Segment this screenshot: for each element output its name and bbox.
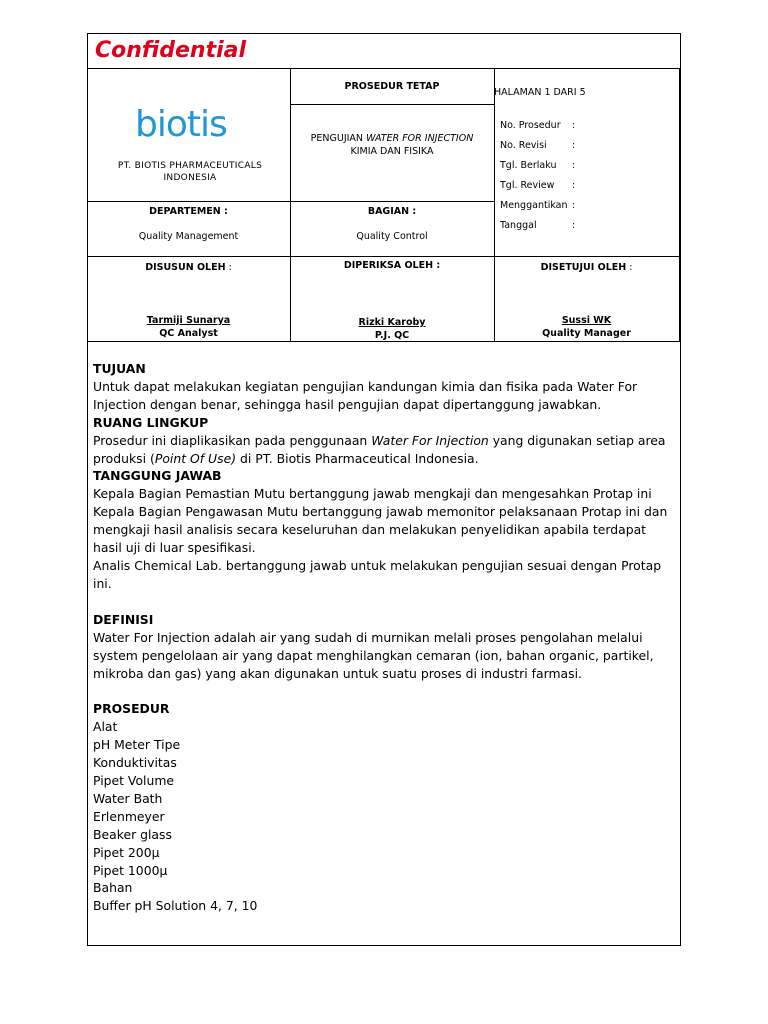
meta-label: No. Prosedur [500,120,561,131]
bagian-label: BAGIAN : [367,206,417,217]
row-divider-1 [87,201,495,202]
diperiksa-label: DIPERIKSA OLEH : [343,260,441,271]
disetujui-heading [494,261,679,274]
company-line-1: PT. BIOTIS PHARMACEUTICALS [117,161,263,171]
ruang-text [93,432,678,468]
title-divider [290,104,494,105]
meta-label: Tanggal [500,220,537,231]
disusun-role: QC Analyst [159,328,218,339]
list-item: Beaker glass [93,826,172,842]
row-divider-2 [87,256,681,257]
meta-row [500,139,675,159]
disusun-colon: : [225,262,232,273]
procedure-meta [500,119,675,239]
meta-label: Tgl. Berlaku [500,160,557,171]
confidential-label: Confidential [95,38,247,63]
departemen-value: Quality Management [138,231,239,242]
meta-colon: : [572,140,576,151]
disusun-name: Tarmiji Sunarya [146,315,231,326]
list-item: Pipet 200µ [93,844,160,860]
meta-label: Tgl. Review [500,180,555,191]
ruang-text-d: Point Of Use) [154,450,237,466]
column-divider-2 [494,68,495,341]
meta-colon: : [572,160,576,171]
ruang-text-a: Prosedur ini diaplikasikan pada penggunaan [93,432,372,448]
meta-colon: : [572,200,576,211]
meta-label: Menggantikan [500,200,568,211]
procedure-title [290,132,494,158]
disetujui-name: Sussi WK [561,315,612,326]
ruang-text-b: Water For Injection [371,432,489,448]
definisi-heading: DEFINISI [93,611,154,627]
meta-colon: : [572,220,576,231]
meta-row [500,219,675,239]
list-item: Erlenmeyer [93,808,165,824]
departemen-label: DEPARTEMEN : [149,206,228,217]
disetujui-colon: : [626,262,633,273]
list-item: Buffer pH Solution 4, 7, 10 [93,898,258,914]
ruang-text-c: yang digunakan setiap area produksi ( [93,432,666,466]
logo-text: biotis [135,104,227,144]
disusun-heading [87,261,290,274]
list-item: pH Meter Tipe [93,737,181,753]
list-item: Konduktivitas [93,755,177,771]
list-item: Water Bath [93,790,163,806]
list-item: Bahan [93,880,133,896]
diperiksa-name: Rizki Karoby [358,317,426,328]
title-line-2: KIMIA DAN FISIKA [350,146,434,157]
meta-row [500,199,675,219]
tanggung-text-1: Kepala Bagian Pemastian Mutu bertanggung jawab mengkaji dan mengesahkan Protap ini [93,486,652,502]
spacer [93,682,678,700]
title-italic: WATER FOR INJECTION [366,133,474,144]
list-item: Pipet 1000µ [93,862,168,878]
ruang-text-e: di PT. Biotis Pharmaceutical Indonesia. [236,450,479,466]
document-body [93,360,678,915]
list-item: Pipet Volume [93,773,175,789]
page-info: HALAMAN 1 DARI 5 [494,87,586,98]
tanggung-heading: TANGGUNG JAWAB [93,468,222,484]
bagian-value: Quality Control [356,231,428,242]
spacer [93,593,678,611]
definisi-text: Water For Injection adalah air yang sudah di murnikan melali proses pengolahan melalui system pengelolaan air yang dapat menghilangkan cemaran (ion, bahan organic, partikel, mikroba dan gas) yang akan digunakan untuk suatu proses di industri farmasi. [93,629,654,681]
meta-row [500,119,675,139]
column-divider-3 [679,68,680,341]
tujuan-heading: TUJUAN [93,361,146,376]
disusun-label: DISUSUN OLEH [145,262,226,273]
company-name [100,160,280,184]
prosedur-heading: PROSEDUR [93,701,170,717]
header-top-rule [87,68,681,69]
meta-colon: : [572,180,576,191]
meta-row [500,179,675,199]
meta-label: No. Revisi [500,140,547,151]
meta-row [500,159,675,179]
tanggung-text-3: Analis Chemical Lab. bertanggung jawab untuk melakukan pengujian sesuai dengan Protap ini. [93,557,662,591]
tujuan-text: Untuk dapat melakukan kegiatan pengujian kandungan kimia dan fisika pada Water For Injection dengan benar, sehingga hasil pengujian dapat dipertanggung jawabkan. [93,378,638,412]
meta-colon: : [572,120,576,131]
company-line-2: INDONESIA [163,173,217,183]
doc-type: PROSEDUR TETAP [344,81,440,92]
title-prefix: PENGUJIAN [310,133,367,144]
ruang-heading: RUANG LINGKUP [93,414,209,430]
disetujui-label: DISETUJUI OLEH [540,262,627,273]
list-item: Alat [93,719,118,735]
biotis-logo [135,104,245,144]
diperiksa-role: P.J. QC [374,330,410,341]
disetujui-role: Quality Manager [542,328,631,339]
tanggung-text-2: Kepala Bagian Pengawasan Mutu bertanggung jawab memonitor pelaksanaan Protap ini dan mengkaji hasil analisis secara keseluruhan dan melakukan penyelidikan apabila terdapat hasil uji di luar spesifikasi. [93,504,668,556]
